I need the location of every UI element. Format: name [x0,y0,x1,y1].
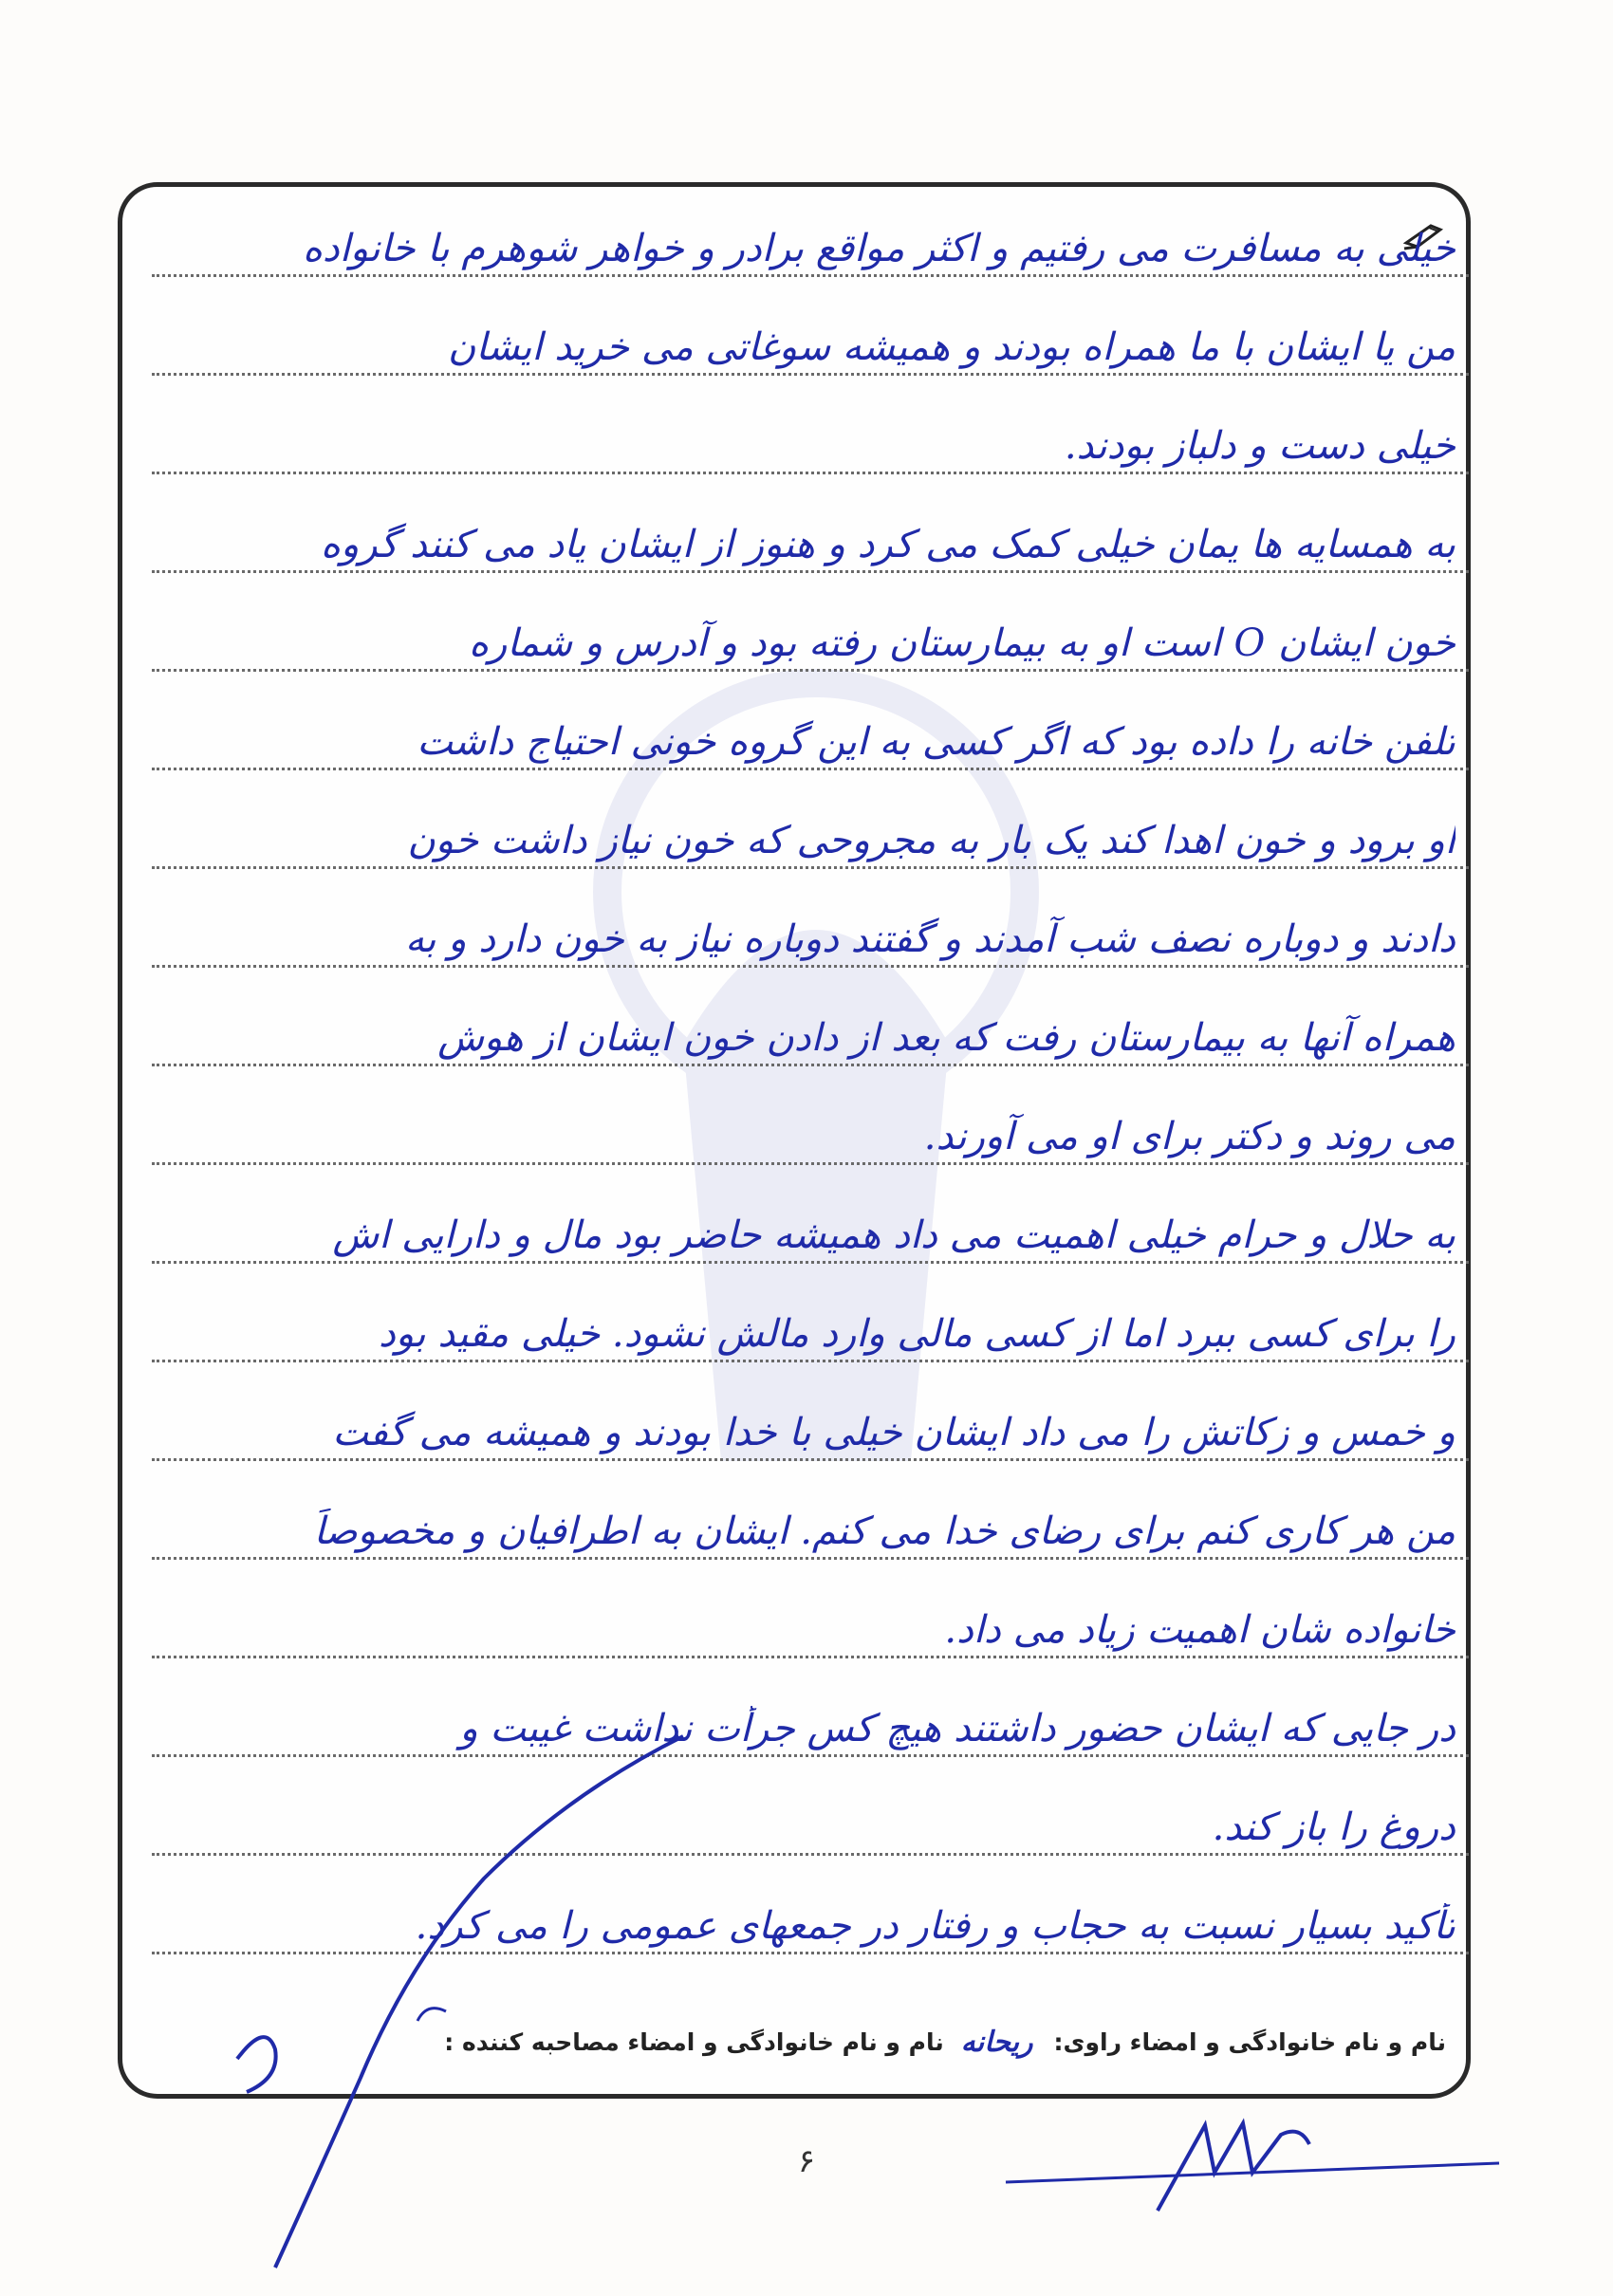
handwritten-line-5 [152,573,1469,672]
line-text: من هر کاری کنم برای رضای خدا می کنم. ایشان به اطرافیان و مخصوصاً [313,1509,1455,1553]
line-text: دروغ را باز کند. [1212,1805,1455,1849]
handwritten-line-2 [152,277,1469,376]
interviewer-signature: ریحانه [960,2025,1033,2059]
handwritten-line-4 [152,474,1469,573]
line-text: به حلال و حرام خیلی اهمیت می داد همیشه حاضر بود مال و دارایی اش [332,1213,1455,1257]
line-text: می روند و دکتر برای او می آورند. [923,1115,1455,1158]
interviewer-label: نام و نام خانوادگی و امضاء مصاحبه کننده : [444,2028,944,2056]
line-text: خانواده شان اهمیت زیاد می داد. [944,1608,1455,1652]
narrator-signature-stroke [171,1717,740,2287]
handwritten-line-3 [152,376,1469,474]
handwritten-line-10 [152,1066,1469,1165]
line-text: او برود و خون اهدا کند یک بار به مجروحی که خون نیاز داشت خون [407,819,1455,862]
handwritten-line-6 [152,672,1469,770]
line-text: خون ایشان O است او به بیمارستان رفته بود و آدرس و شماره [469,621,1455,665]
line-text: دادند و دوباره نصف شب آمدند و گفتند دوباره نیاز به خون دارد و به [404,917,1455,961]
line-text: به همسایه ها یمان خیلی کمک می کرد و هنوز از ایشان یاد می کنند گروه [321,523,1455,566]
handwritten-line-12 [152,1264,1469,1362]
handwritten-line-14 [152,1461,1469,1560]
line-text: را برای کسی ببرد اما از کسی مالی وارد مالش نشود. خیلی مقید بود [379,1312,1455,1356]
line-text: همراه آنها به بیمارستان رفت که بعد از دادن خون ایشان از هوش [437,1016,1455,1060]
handwritten-line-8 [152,869,1469,968]
narrator-label: نام و نام خانوادگی و امضاء راوی: [1053,2028,1446,2056]
handwritten-line-13 [152,1362,1469,1461]
line-text: خیلی به مسافرت می رفتیم و اکثر مواقع برادر و خواهر شوهرم با خانواده [302,227,1455,270]
handwritten-line-1 [152,178,1469,277]
handwritten-line-15 [152,1560,1469,1658]
line-text: تأکید بسیار نسبت به حجاب و رفتار در جمعهای عمومی را می کرد. [415,1904,1455,1948]
line-text: تلفن خانه را داده بود که اگر کسی به این گروه خونی احتیاج داشت [417,720,1455,764]
page-number: ۶ [797,2142,816,2180]
line-text: من یا ایشان با ما همراه بودند و همیشه سوغاتی می خرید ایشان [448,325,1455,369]
handwritten-line-11 [152,1165,1469,1264]
line-text: خیلی دست و دلباز بودند. [1064,424,1455,468]
line-text: در جایی که ایشان حضور داشتند هیچ کس جرأت نداشت غیبت و [459,1707,1455,1750]
handwritten-line-9 [152,968,1469,1066]
line-text: و خمس و زکاتش را می داد ایشان خیلی با خدا بودند و همیشه می گفت [332,1411,1455,1454]
handwritten-line-7 [152,770,1469,869]
